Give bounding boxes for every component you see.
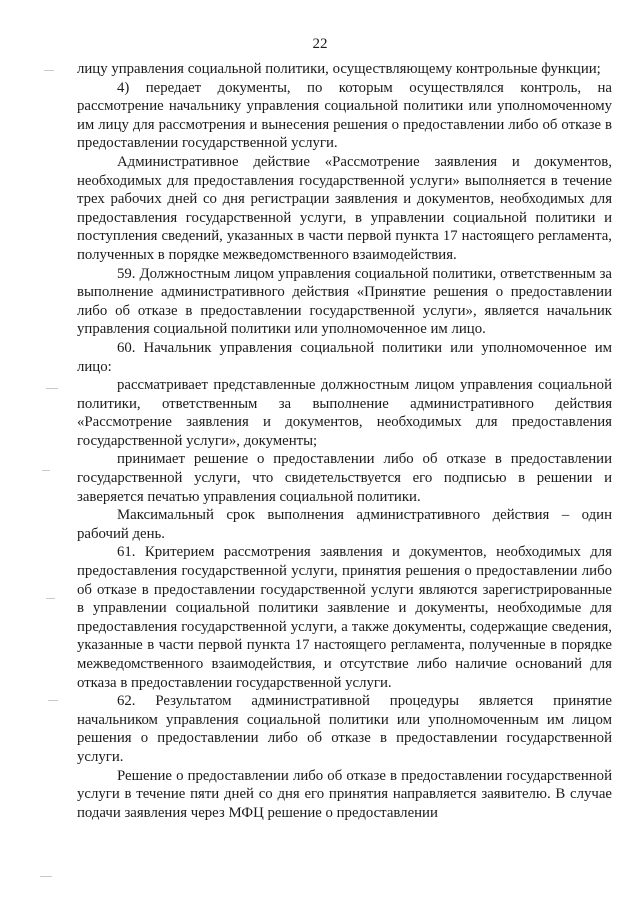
paragraph: лицу управления социальной политики, осуществляющему контрольные функции; [77,61,601,77]
paragraph: Решение о предоставлении либо об отказе в предоставлении государственной услуги в течение пяти дней со дня его принятия направляется заявителю. В случае подачи заявления через МФЦ решение о предоставлении [77,767,612,821]
paragraph: 59. Должностным лицом управления социальной политики, ответственным за выполнение административного действия «Принятие решения о предоставлении либо об отказе в предоставлении государственной услуги», является начальник управления социальной политики или уполномоченное им лицо. [77,265,612,338]
paragraph: Административное действие «Рассмотрение заявления и документов, необходимых для предоставления государственной услуги» выполняется в течение трех рабочих дней со дня регистрации заявления и документов, необходимых для предоставления государственной услуги, в управлении социальной политики и поступления сведений, указанных в части первой пункта 17 настоящего регламента, полученных в порядке межведомственного взаимодействия. [77,153,612,263]
scan-mark [46,388,58,389]
scan-mark [40,876,52,877]
paragraph: 4) передает документы, по которым осуществлялся контроль, на рассмотрение начальнику управления социальной политики или уполномоченному им лицу для рассмотрения и вынесения решения о предоставлении либо об отказе в предоставлении государственной услуги. [77,79,612,152]
scan-mark [48,700,58,701]
scan-mark [42,470,50,471]
paragraph: 61. Критерием рассмотрения заявления и документов, необходимых для предоставления государственной услуги, принятия решения о предоставлении либо об отказе в предоставлении государственной услуги являются зарегистрированные в управлении социальной политики заявление и документы, необходимые для предоставления государственной услуги, а также документы, содержащие сведения, указанные в части первой пункта 17 настоящего регламента, полученные в порядке межведомственного взаимодействия, и отсутствие либо наличие оснований для отказа в предоставлении государственной услуги. [77,544,612,691]
paragraph: 60. Начальник управления социальной политики или уполномоченное им лицо: [77,339,612,375]
paragraph: рассматривает представленные должностным лицом управления социальной политики, ответственным за выполнение административного действия «Рассмотрение заявления и документов, необходимых для предоставления государственной услуги», документы; [77,377,612,449]
paragraph: 62. Результатом административной процедуры является принятие начальником управления социальной политики или уполномоченным им лицом решения о предоставлении либо об отказе в предоставлении государственной услуги. [77,693,612,765]
scan-mark [44,70,54,71]
paragraph: Максимальный срок выполнения административного действия – один рабочий день. [77,507,612,542]
paragraph: принимает решение о предоставлении либо об отказе в предоставлении государственной услуги, что свидетельствуется его подписью в решении и заверяется печатью управления социальной политики. [77,451,612,505]
page-number: 22 [312,36,328,52]
document-body [77,60,612,822]
scan-mark [46,598,55,599]
